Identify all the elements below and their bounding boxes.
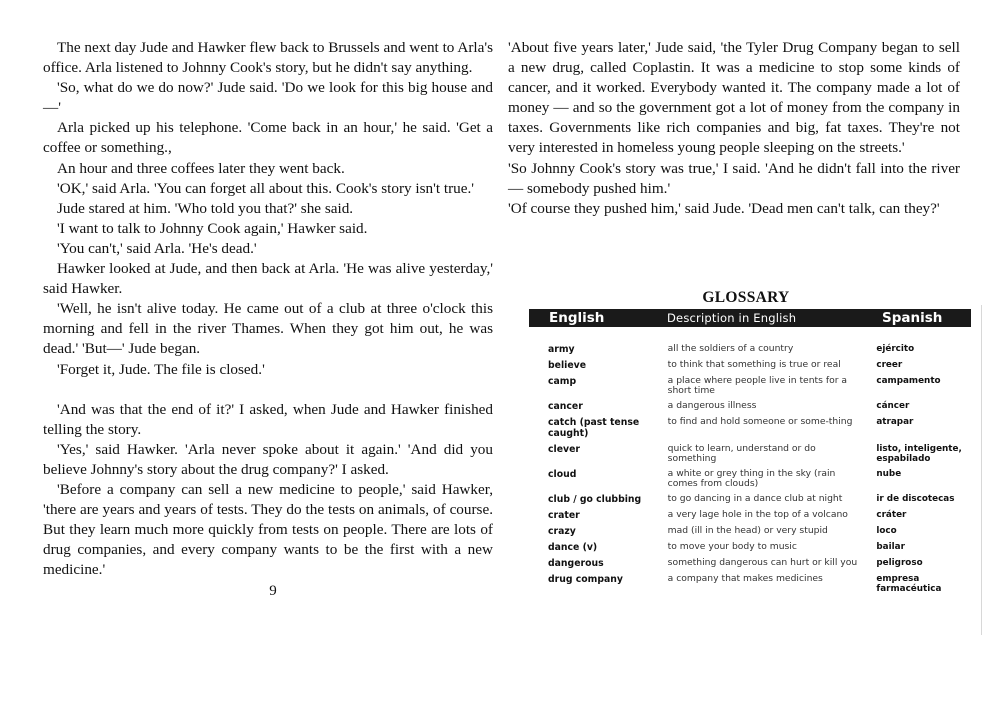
glossary-row xyxy=(529,469,971,489)
glossary-term: clever xyxy=(548,444,580,455)
glossary-spanish: bailar xyxy=(876,542,905,552)
paragraph: 'OK,' said Arla. 'You can forget all about this. Cook's story isn't true.' xyxy=(57,179,475,197)
glossary-spanish: cráter xyxy=(876,510,907,520)
page-edge-line xyxy=(981,305,982,635)
paragraph: An hour and three coffees later they went back. xyxy=(57,159,345,177)
header-spanish: Spanish xyxy=(882,310,943,326)
paragraph: 'Of course they pushed him,' said Jude. 'Dead men can't talk, can they?' xyxy=(508,199,940,217)
glossary-spanish: empresa farmacéutica xyxy=(876,574,942,594)
paragraph: 'Yes,' said Hawker. 'Arla never spoke about it again.' 'And did you believe Johnny's story about the drug company?' I asked. xyxy=(43,440,493,478)
paragraph: 'Forget it, Jude. The file is closed.' xyxy=(57,360,265,378)
glossary-spanish: creer xyxy=(876,360,903,370)
paragraph: Arla picked up his telephone. 'Come back in an hour,' he said. 'Get a coffee or something., xyxy=(43,119,493,157)
page-number: 9 xyxy=(269,583,277,600)
paragraph: 'You can't,' said Arla. 'He's dead.' xyxy=(57,239,257,257)
left-column xyxy=(43,38,493,600)
glossary-term: drug company xyxy=(548,574,623,585)
glossary-description: a white or grey thing in the sky (rain comes from clouds) xyxy=(667,468,836,489)
glossary-description: a very lage hole in the top of a volcano xyxy=(667,509,848,520)
glossary-description: to think that something is true or real xyxy=(667,359,841,370)
glossary-term: army xyxy=(548,344,575,355)
glossary-term: cancer xyxy=(548,401,583,412)
glossary-description: to move your body to music xyxy=(667,541,797,552)
glossary-term: cloud xyxy=(548,469,577,480)
glossary-spanish: ir de discotecas xyxy=(876,494,955,504)
glossary-spanish: peligroso xyxy=(876,558,923,568)
glossary-row xyxy=(529,401,971,412)
paragraph: Jude stared at him. 'Who told you that?' she said. xyxy=(57,199,354,217)
glossary-term: camp xyxy=(548,376,577,387)
glossary-row xyxy=(529,558,971,569)
glossary-description: quick to learn, understand or do something xyxy=(667,443,816,464)
paragraph: 'And was that the end of it?' I asked, when Jude and Hawker finished telling the story. xyxy=(43,400,493,438)
glossary-description: a place where people live in tents for a short time xyxy=(667,375,848,396)
glossary-spanish: nube xyxy=(876,469,902,479)
paragraph: 'Before a company can sell a new medicine to people,' said Hawker, 'there are years and years of tests. They do the tests on animals, of course. But they learn much more quickly from tests on people. There are lots of drug companies, and every company wants to be the first with a new medicine.' xyxy=(43,480,493,579)
paragraph: 'So, what do we do now?' Jude said. 'Do we look for this big house and—' xyxy=(43,79,493,117)
glossary-row xyxy=(529,526,971,537)
glossary-row xyxy=(529,494,971,505)
glossary-term: crater xyxy=(548,510,580,521)
glossary-row xyxy=(529,444,971,464)
glossary-row xyxy=(529,360,971,371)
glossary-term: crazy xyxy=(548,526,576,537)
section-gap xyxy=(43,380,493,400)
glossary-term: dangerous xyxy=(548,558,604,569)
glossary-spanish: campamento xyxy=(876,376,941,386)
glossary-row xyxy=(529,510,971,521)
glossary-spanish: ejército xyxy=(876,344,915,354)
glossary-term: believe xyxy=(548,360,587,371)
glossary-description: mad (ill in the head) or very stupid xyxy=(667,525,828,536)
glossary-row xyxy=(529,542,971,553)
glossary-term: club / go clubbing xyxy=(548,494,642,505)
glossary xyxy=(529,289,971,599)
glossary-row xyxy=(529,344,971,355)
paragraph: The next day Jude and Hawker flew back to Brussels and went to Arla's office. Arla listened to Johnny Cook's story, but he didn't say anything. xyxy=(43,39,493,77)
paragraph: 'So Johnny Cook's story was true,' I said. 'And he didn't fall into the river — somebody pushed him.' xyxy=(508,159,960,197)
paragraph: 'Well, he isn't alive today. He came out of a club at three o'clock this morning and fell in the river Thames. When they got him out, he was dead.' 'But—' Jude began. xyxy=(43,300,493,358)
paragraph: Hawker looked at Jude, and then back at Arla. 'He was alive yesterday,' said Hawker. xyxy=(43,260,493,298)
glossary-description: to find and hold someone or some-thing xyxy=(667,416,853,427)
glossary-spanish: cáncer xyxy=(876,401,910,411)
glossary-spanish: listo, inteligente, espabilado xyxy=(876,444,962,464)
glossary-rows xyxy=(529,344,971,594)
glossary-title: GLOSSARY xyxy=(702,289,790,306)
glossary-header xyxy=(529,309,971,327)
glossary-spanish: loco xyxy=(876,526,897,536)
glossary-description: a dangerous illness xyxy=(667,400,757,411)
glossary-row xyxy=(529,417,971,439)
glossary-description: to go dancing in a dance club at night xyxy=(667,493,843,504)
glossary-row xyxy=(529,376,971,396)
glossary-description: all the soldiers of a country xyxy=(667,343,794,354)
paragraph: 'About five years later,' Jude said, 'the Tyler Drug Company began to sell a new drug, called Coplastin. It was a medicine to stop some kinds of cancer, and it worked. Everybody wanted it. The company made a lot of money — and so the government got a lot of money from the company in taxes. Governments like rich companies and big, fat taxes. They're not very interested in homeless young people sleeping on the streets.' xyxy=(508,39,960,157)
paragraph: 'I want to talk to Johnny Cook again,' Hawker said. xyxy=(57,219,368,237)
glossary-description: a company that makes medicines xyxy=(667,573,823,584)
glossary-term: catch (past tense caught) xyxy=(548,417,640,439)
glossary-description: something dangerous can hurt or kill you xyxy=(667,557,858,568)
glossary-spanish: atrapar xyxy=(876,417,914,427)
header-english: English xyxy=(549,310,605,326)
glossary-row xyxy=(529,574,971,594)
glossary-term: dance (v) xyxy=(548,542,598,553)
right-column xyxy=(508,38,960,219)
header-description: Description in English xyxy=(667,311,797,325)
